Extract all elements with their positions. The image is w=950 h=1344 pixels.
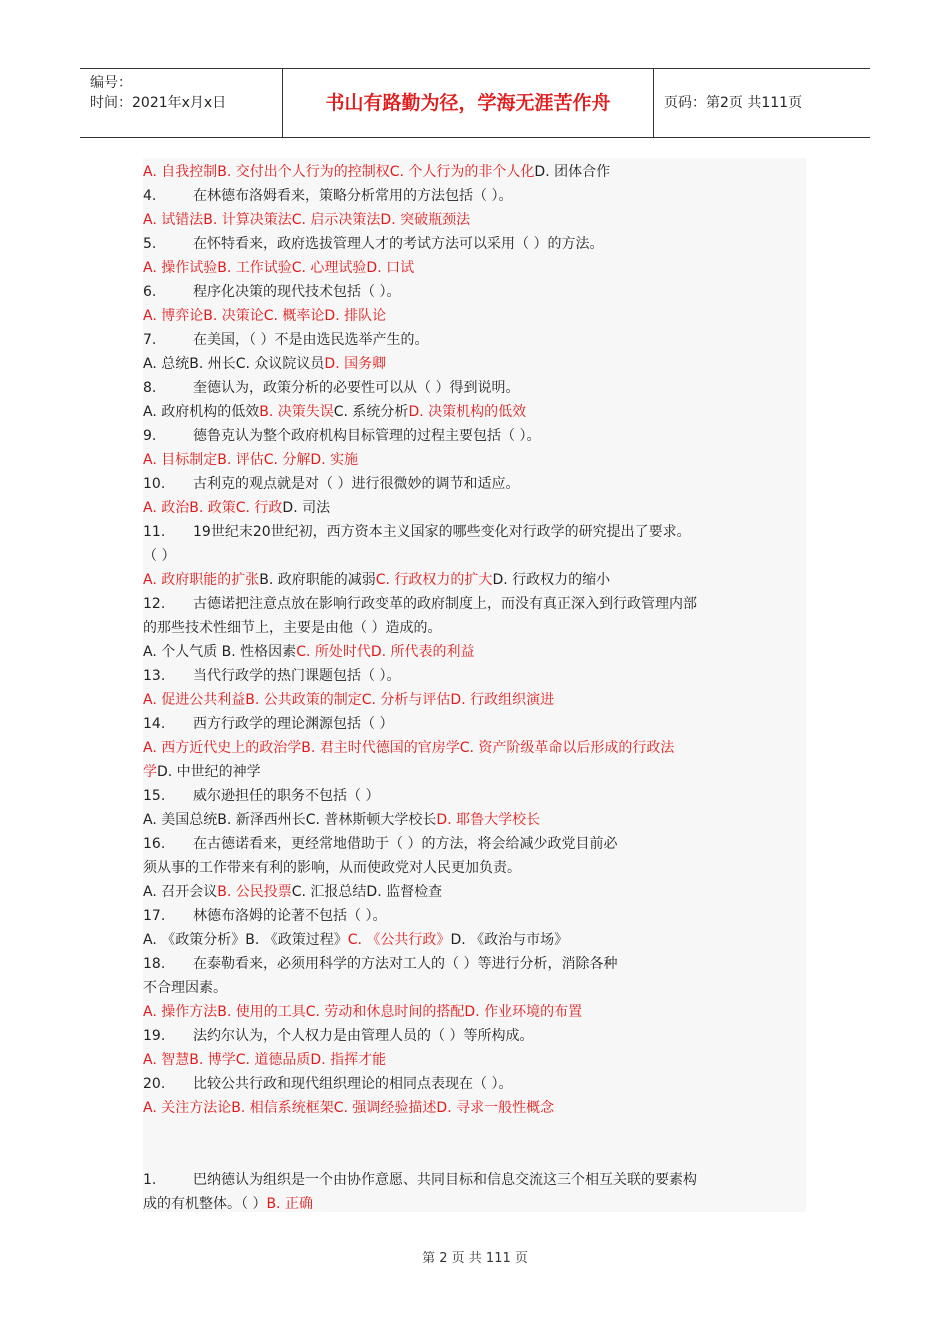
question-number: 5. <box>143 236 157 252</box>
option-line <box>143 640 806 664</box>
question-line <box>143 1024 806 1048</box>
question-text: 在美国，（ ）不是由选民选举产生的。 <box>193 332 429 348</box>
option-line <box>143 928 806 952</box>
option-answer: A. 促进公共利益B. 公共政策的制定C. 分析与评估D. 行政组织演进 <box>143 692 555 708</box>
question-text: 在泰勒看来，必须用科学的方法对工人的（ ）等进行分析，消除各种 <box>193 956 618 972</box>
question-continuation <box>143 616 806 640</box>
page-footer: 第 2 页 共 111 页 <box>422 1251 528 1266</box>
header-time-label: 时间：2021年x月x日 <box>90 95 227 111</box>
question-number: 9. <box>143 428 157 444</box>
option-answer: A. 自我控制B. 交付出个人行为的控制权C. 个人行为的非个人化 <box>143 164 535 180</box>
header-page-info: 页码：第2页 共111页 <box>664 95 803 111</box>
question-line <box>143 784 806 808</box>
option-answer: A. 操作方法B. 使用的工具C. 劳动和休息时间的搭配D. 作业环境的布置 <box>143 1004 583 1020</box>
question-number: 19. <box>143 1028 166 1044</box>
option-answer: C. 所处时代D. 所代表的利益 <box>296 644 475 660</box>
question-text: 当代行政学的热门课题包括（ ）。 <box>193 668 401 684</box>
question-content <box>143 158 806 1212</box>
question-line <box>143 664 806 688</box>
option-line <box>143 1096 806 1120</box>
option-text: D. 团体合作 <box>534 164 611 180</box>
question-line <box>143 184 806 208</box>
option-text: A. 《政策分析》B. 《政策过程》 <box>143 932 348 948</box>
option-answer: B. 公民投票 <box>217 884 292 900</box>
question-line <box>143 424 806 448</box>
question-number: 4. <box>143 188 157 204</box>
option-answer: D. 决策机构的低效 <box>408 404 527 420</box>
option-line <box>143 568 806 592</box>
question-text: 威尔逊担任的职务不包括（ ） <box>193 788 380 804</box>
option-line <box>143 448 806 472</box>
header-motto: 书山有路勤为径，学海无涯苦作舟 <box>282 69 654 137</box>
option-line <box>143 160 806 184</box>
question-text: 19世纪末20世纪初，西方资本主义国家的哪些变化对行政学的研究提出了要求。 <box>193 524 691 540</box>
option-answer: A. 西方近代史上的政治学B. 君主时代德国的官房学C. 资产阶级革命以后形成的行政法 <box>143 740 675 756</box>
option-line <box>143 400 806 424</box>
option-answer: C. 行政权力的扩大 <box>375 572 493 588</box>
option-answer: B. 决策失误 <box>259 404 334 420</box>
option-text: 成的有机整体。（ ） <box>143 1196 267 1212</box>
option-line <box>143 760 806 784</box>
option-answer: D. 国务卿 <box>324 356 387 372</box>
question-lines <box>143 158 806 1216</box>
question-number: 7. <box>143 332 157 348</box>
question-text: 在古德诺看来，更经常地借助于（ ）的方法，将会给减少政党目前必 <box>193 836 618 852</box>
option-line <box>143 208 806 232</box>
option-text: D. 中世纪的神学 <box>157 764 261 780</box>
question-line <box>143 592 806 616</box>
option-text: D. 司法 <box>282 500 331 516</box>
option-answer: A. 智慧B. 博学C. 道德品质D. 指挥才能 <box>143 1052 387 1068</box>
option-text: C. 汇报总结D. 监督检查 <box>291 884 443 900</box>
question-line <box>143 1072 806 1096</box>
option-text: D. 行政权力的缩小 <box>492 572 611 588</box>
question-text: 法约尔认为，个人权力是由管理人员的（ ）等所构成。 <box>193 1028 534 1044</box>
question-text: 在怀特看来，政府选拔管理人才的考试方法可以采用（ ）的方法。 <box>193 236 604 252</box>
question-number: 20. <box>143 1076 166 1092</box>
option-answer: A. 关注方法论B. 相信系统框架C. 强调经验描述D. 寻求一般性概念 <box>143 1100 555 1116</box>
option-text: A. 个人气质 B. 性格因素 <box>143 644 297 660</box>
question-line <box>143 376 806 400</box>
question-text: 古德诺把注意点放在影响行政变革的政府制度上，而没有真正深入到行政管理内部 <box>193 596 697 612</box>
question-line <box>143 1168 806 1192</box>
question-line <box>143 712 806 736</box>
question-text: 德鲁克认为整个政府机构目标管理的过程主要包括（ ）。 <box>193 428 541 444</box>
option-answer: A. 政治B. 政策C. 行政 <box>143 500 283 516</box>
header-number-label: 编号： <box>90 75 132 91</box>
option-text: A. 召开会议 <box>143 884 218 900</box>
option-text: A. 总统B. 州长C. 众议院议员 <box>143 356 325 372</box>
option-answer: C. 《公共行政》 <box>347 932 451 948</box>
question-text: 比较公共行政和现代组织理论的相同点表现在（ ）。 <box>193 1076 513 1092</box>
question-line <box>143 904 806 928</box>
question-number: 15. <box>143 788 166 804</box>
question-number: 12. <box>143 596 166 612</box>
question-number: 16. <box>143 836 166 852</box>
option-answer: B. 正确 <box>266 1196 313 1212</box>
option-line <box>143 688 806 712</box>
section-gap <box>143 1120 806 1168</box>
question-number: 6. <box>143 284 157 300</box>
option-line <box>143 1000 806 1024</box>
question-text: 须从事的工作带来有利的影响，从而使政党对人民更加负责。 <box>143 860 521 876</box>
question-text: 的那些技术性细节上，主要是由他（ ）造成的。 <box>143 620 442 636</box>
option-line <box>143 304 806 328</box>
question-number: 17. <box>143 908 166 924</box>
option-answer: A. 目标制定B. 评估C. 分解D. 实施 <box>143 452 359 468</box>
option-line <box>143 808 806 832</box>
question-line <box>143 472 806 496</box>
question-text: 在林德布洛姆看来，策略分析常用的方法包括（ ）。 <box>193 188 513 204</box>
option-line <box>143 1048 806 1072</box>
header-meta <box>80 69 282 137</box>
question-number: 8. <box>143 380 157 396</box>
option-answer: A. 操作试验B. 工作试验C. 心理试验D. 口试 <box>143 260 415 276</box>
option-text: B. 政府职能的减弱 <box>259 572 376 588</box>
option-text: D. 《政治与市场》 <box>450 932 569 948</box>
question-text: 不合理因素。 <box>143 980 227 996</box>
question-line <box>143 520 806 544</box>
question-continuation <box>143 856 806 880</box>
page-header <box>80 68 870 138</box>
option-line <box>143 496 806 520</box>
question-text: 奎德认为，政策分析的必要性可以从（ ）得到说明。 <box>193 380 520 396</box>
question-number: 11. <box>143 524 166 540</box>
option-text: A. 政府机构的低效 <box>143 404 260 420</box>
option-answer: A. 博弈论B. 决策论C. 概率论D. 排队论 <box>143 308 387 324</box>
question-text: 程序化决策的现代技术包括（ ）。 <box>193 284 401 300</box>
option-line <box>143 1192 806 1216</box>
question-text: （ ） <box>143 548 176 564</box>
question-line <box>143 952 806 976</box>
option-line <box>143 352 806 376</box>
question-line <box>143 328 806 352</box>
option-answer: 学 <box>143 764 157 780</box>
option-line <box>143 880 806 904</box>
question-number: 1. <box>143 1172 157 1188</box>
question-number: 14. <box>143 716 166 732</box>
question-continuation <box>143 976 806 1000</box>
option-answer: A. 政府职能的扩张 <box>143 572 260 588</box>
question-line <box>143 232 806 256</box>
question-text: 古利克的观点就是对（ ）进行很微妙的调节和适应。 <box>193 476 520 492</box>
question-line <box>143 280 806 304</box>
question-line <box>143 832 806 856</box>
option-answer: D. 耶鲁大学校长 <box>436 812 541 828</box>
question-number: 10. <box>143 476 166 492</box>
option-text: A. 美国总统B. 新泽西州长C. 普林斯顿大学校长 <box>143 812 437 828</box>
question-text: 林德布洛姆的论著不包括（ ）。 <box>193 908 387 924</box>
option-line <box>143 736 806 760</box>
question-number: 18. <box>143 956 166 972</box>
question-continuation <box>143 544 806 568</box>
question-number: 13. <box>143 668 166 684</box>
option-answer: A. 试错法B. 计算决策法C. 启示决策法D. 突破瓶颈法 <box>143 212 471 228</box>
option-line <box>143 256 806 280</box>
question-text: 巴纳德认为组织是一个由协作意愿、共同目标和信息交流这三个相互关联的要素构 <box>193 1172 697 1188</box>
option-text: C. 系统分析 <box>333 404 409 420</box>
question-text: 西方行政学的理论渊源包括（ ） <box>193 716 394 732</box>
